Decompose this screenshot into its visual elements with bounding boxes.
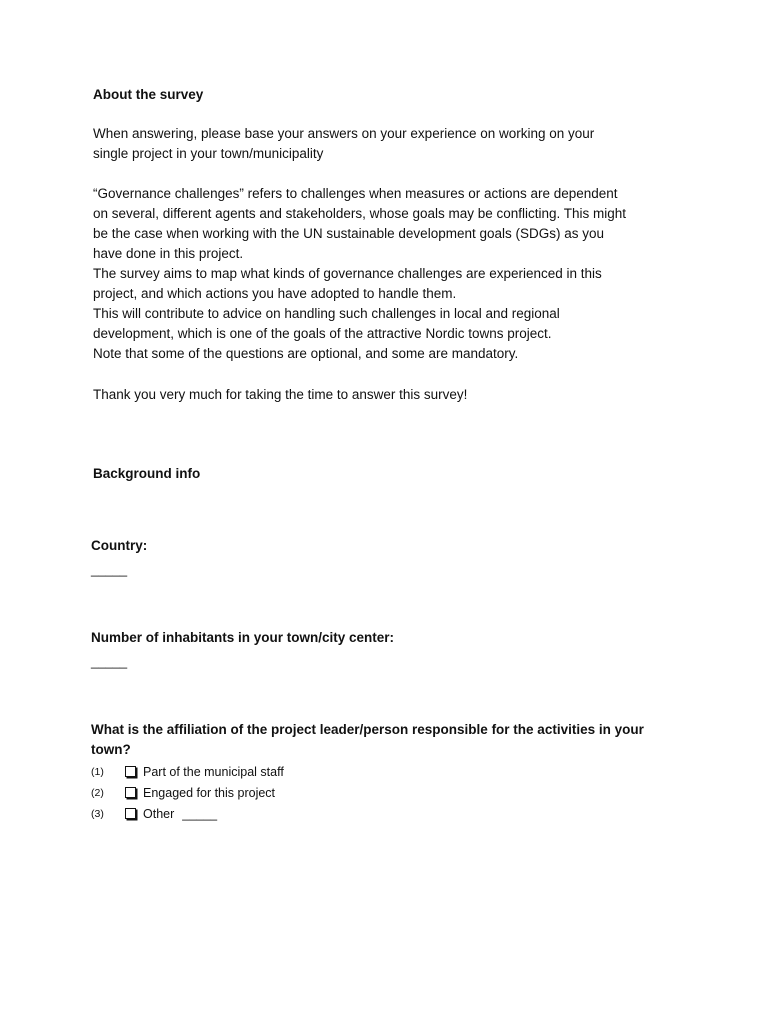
affiliation-option-municipal-staff[interactable] <box>91 763 284 781</box>
intro-paragraph <box>93 124 673 164</box>
governance-line: have done in this project. <box>93 246 244 261</box>
about-survey-heading: About the survey <box>93 87 204 102</box>
option-label: Engaged for this project <box>143 786 276 800</box>
country-label: Country: <box>91 538 148 553</box>
affiliation-option-other[interactable] <box>91 805 217 823</box>
checkbox-icon[interactable] <box>125 766 136 777</box>
option-number: (3) <box>91 808 104 820</box>
intro-line: single project in your town/municipality <box>93 146 324 161</box>
governance-line: development, which is one of the goals of the attractive Nordic towns project. <box>93 326 552 341</box>
governance-line: “Governance challenges” refers to challenges when measures or actions are dependent <box>93 186 618 201</box>
governance-line: on several, different agents and stakeholders, whose goals may be conflicting. This might <box>93 206 627 221</box>
country-answer-field[interactable]: _____ <box>91 562 128 577</box>
governance-line: project, and which actions you have adopted to handle them. <box>93 286 457 301</box>
option-label: Other <box>143 807 175 821</box>
governance-line: be the case when working with the UN sustainable development goals (SDGs) as you <box>93 226 605 241</box>
affiliation-option-engaged[interactable] <box>91 784 275 802</box>
affiliation-question <box>91 720 691 760</box>
thanks-line: Thank you very much for taking the time to answer this survey! <box>93 387 468 402</box>
background-info-heading: Background info <box>93 466 201 481</box>
governance-line: This will contribute to advice on handling such challenges in local and regional <box>93 306 560 321</box>
option-label: Part of the municipal staff <box>143 765 284 779</box>
checkbox-icon[interactable] <box>125 787 136 798</box>
option-number: (2) <box>91 787 104 799</box>
governance-line: The survey aims to map what kinds of governance challenges are experienced in this <box>93 266 602 281</box>
inhabitants-label: Number of inhabitants in your town/city center: <box>91 630 395 645</box>
thanks-text <box>93 385 673 405</box>
affiliation-question-line: town? <box>91 742 131 757</box>
affiliation-question-line: What is the affiliation of the project leader/person responsible for the activities in your <box>91 722 644 737</box>
other-answer-field[interactable]: _____ <box>182 807 218 821</box>
governance-paragraph <box>93 184 673 364</box>
checkbox-icon[interactable] <box>125 808 136 819</box>
governance-line: Note that some of the questions are optional, and some are mandatory. <box>93 346 519 361</box>
inhabitants-answer-field[interactable]: _____ <box>91 654 128 669</box>
intro-line: When answering, please base your answers on your experience on working on your <box>93 126 595 141</box>
option-number: (1) <box>91 766 104 778</box>
